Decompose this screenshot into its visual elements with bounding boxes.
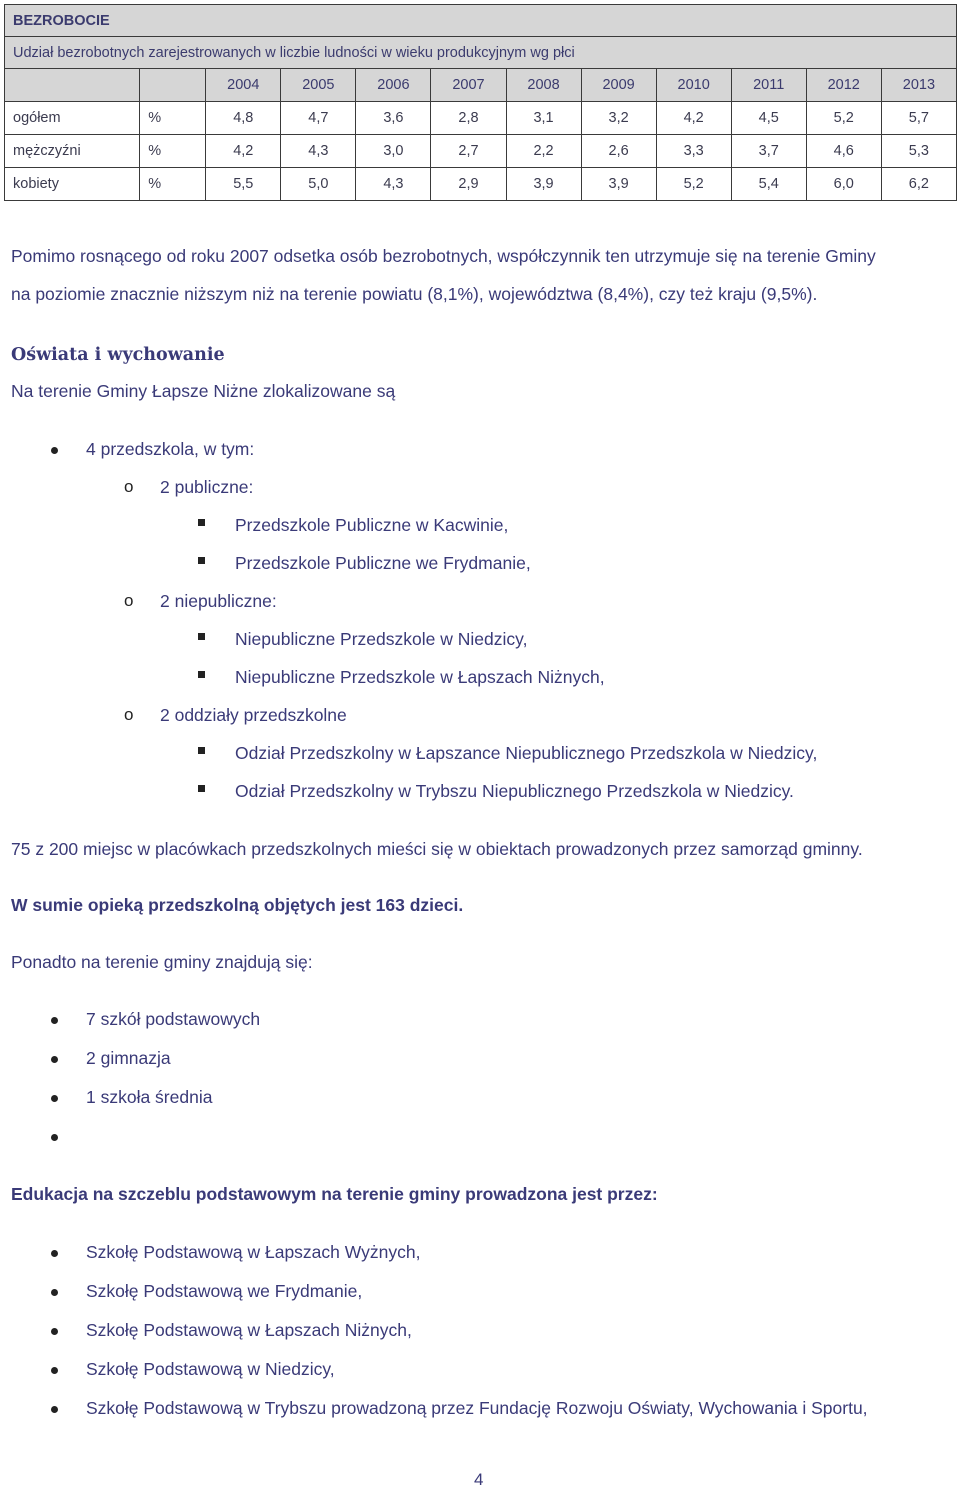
square-bullet-icon xyxy=(198,519,205,526)
bullet-dot-icon xyxy=(51,1367,58,1374)
list-item: Odział Przedszkolny w Łapszance Niepublicznego Przedszkola w Niedzicy, xyxy=(235,743,818,763)
list-item: Odział Przedszkolny w Trybszu Niepublicznego Przedszkola w Niedzicy. xyxy=(235,781,794,801)
table-cell: 5,0 xyxy=(281,168,356,201)
square-bullet-icon xyxy=(198,785,205,792)
header-blank-cell xyxy=(5,69,140,102)
bullet-dot-icon xyxy=(51,447,58,454)
list-item: 2 niepubliczne: xyxy=(160,591,277,611)
list-item: Niepubliczne Przedszkole w Niedzicy, xyxy=(235,629,528,649)
table-cell: 4,2 xyxy=(656,102,731,135)
bullet-dot-icon xyxy=(51,1017,58,1024)
list-item: Szkołę Podstawową w Niedzicy, xyxy=(86,1359,335,1379)
table-cell: 5,5 xyxy=(206,168,281,201)
circle-bullet-icon: o xyxy=(124,705,134,724)
row-label: mężczyźni xyxy=(5,135,140,168)
square-bullet-icon xyxy=(198,671,205,678)
table-cell: 3,6 xyxy=(356,102,431,135)
year-header: 2006 xyxy=(356,69,431,102)
table-cell: 3,3 xyxy=(656,135,731,168)
square-bullet-icon xyxy=(198,747,205,754)
places-sentence: 75 z 200 miejsc w placówkach przedszkolnych mieści się w obiektach prowadzonych przez samorząd gminny. xyxy=(11,839,863,859)
table-cell: 6,2 xyxy=(881,168,956,201)
list-item: Przedszkole Publiczne w Kacwinie, xyxy=(235,515,509,535)
table-cell: 6,0 xyxy=(806,168,881,201)
table-cell: 2,2 xyxy=(506,135,581,168)
table-cell: 5,4 xyxy=(731,168,806,201)
year-header: 2007 xyxy=(431,69,506,102)
list-item: 7 szkół podstawowych xyxy=(86,1009,261,1029)
list-item: 1 szkoła średnia xyxy=(86,1087,213,1107)
table-cell: 5,2 xyxy=(656,168,731,201)
bullet-dot-icon xyxy=(51,1250,58,1257)
year-header: 2013 xyxy=(881,69,956,102)
table-cell: 4,5 xyxy=(731,102,806,135)
square-bullet-icon xyxy=(198,633,205,640)
table-cell: 5,2 xyxy=(806,102,881,135)
intro-text: Na terenie Gminy Łapsze Niżne zlokalizowane są xyxy=(11,381,396,401)
square-bullet-icon xyxy=(198,557,205,564)
paragraph-line: na poziomie znacznie niższym niż na terenie powiatu (8,1%), województwa (8,4%), czy też kraju (9,5%). xyxy=(11,284,818,304)
year-header: 2005 xyxy=(281,69,356,102)
table-header-row xyxy=(5,69,957,102)
bullet-dot-icon xyxy=(51,1289,58,1296)
total-sentence: W sumie opieką przedszkolną objętych jest 163 dzieci. xyxy=(11,895,464,915)
list-item: Szkołę Podstawową w Łapszach Niżnych, xyxy=(86,1320,412,1340)
year-header: 2004 xyxy=(206,69,281,102)
table-cell: 4,8 xyxy=(206,102,281,135)
row-label: ogółem xyxy=(5,102,140,135)
table-cell: 2,6 xyxy=(581,135,656,168)
table-cell: 5,3 xyxy=(881,135,956,168)
paragraph-line: Pomimo rosnącego od roku 2007 odsetka osób bezrobotnych, współczynnik ten utrzymuje się na terenie Gminy xyxy=(11,246,876,266)
table-cell: 4,7 xyxy=(281,102,356,135)
list-item: 2 oddziały przedszkolne xyxy=(160,705,347,725)
table-cell: 3,1 xyxy=(506,102,581,135)
bullet-dot-icon xyxy=(51,1406,58,1413)
row-unit: % xyxy=(140,102,206,135)
table-row xyxy=(5,168,957,201)
list-item: 2 publiczne: xyxy=(160,477,254,497)
table-cell: 3,9 xyxy=(506,168,581,201)
bullet-dot-icon xyxy=(51,1134,58,1141)
table-title: BEZROBOCIE xyxy=(5,5,957,37)
year-header: 2012 xyxy=(806,69,881,102)
bullet-dot-icon xyxy=(51,1095,58,1102)
row-label: kobiety xyxy=(5,168,140,201)
header-blank-cell xyxy=(140,69,206,102)
year-header: 2011 xyxy=(731,69,806,102)
list-item: 2 gimnazja xyxy=(86,1048,171,1068)
table-row xyxy=(5,102,957,135)
bullet-dot-icon xyxy=(51,1328,58,1335)
section-heading: Oświata i wychowanie xyxy=(11,345,225,365)
moreover-text: Ponadto na terenie gminy znajdują się: xyxy=(11,952,313,972)
bullet-dot-icon xyxy=(51,1056,58,1063)
table-cell: 3,0 xyxy=(356,135,431,168)
list-item: Przedszkole Publiczne we Frydmanie, xyxy=(235,553,531,573)
table-cell: 2,9 xyxy=(431,168,506,201)
year-header: 2008 xyxy=(506,69,581,102)
table-cell: 3,9 xyxy=(581,168,656,201)
table-cell: 3,2 xyxy=(581,102,656,135)
table-cell: 4,3 xyxy=(281,135,356,168)
year-header: 2009 xyxy=(581,69,656,102)
list-item: 4 przedszkola, w tym: xyxy=(86,439,255,459)
table-cell: 4,2 xyxy=(206,135,281,168)
list-item: Szkołę Podstawową w Łapszach Wyżnych, xyxy=(86,1242,421,1262)
table-cell: 4,6 xyxy=(806,135,881,168)
year-header: 2010 xyxy=(656,69,731,102)
primary-heading: Edukacja na szczeblu podstawowym na terenie gminy prowadzona jest przez: xyxy=(11,1184,658,1204)
table-cell: 4,3 xyxy=(356,168,431,201)
circle-bullet-icon: o xyxy=(124,477,134,496)
table-cell: 3,7 xyxy=(731,135,806,168)
list-item: Niepubliczne Przedszkole w Łapszach Niżnych, xyxy=(235,667,605,687)
table-row xyxy=(5,135,957,168)
circle-bullet-icon: o xyxy=(124,591,134,610)
list-item: Szkołę Podstawową we Frydmanie, xyxy=(86,1281,363,1301)
table-cell: 2,7 xyxy=(431,135,506,168)
row-unit: % xyxy=(140,135,206,168)
page-number: 4 xyxy=(474,1470,484,1489)
list-item: Szkołę Podstawową w Trybszu prowadzoną przez Fundację Rozwoju Oświaty, Wychowania i Sportu, xyxy=(86,1398,868,1418)
row-unit: % xyxy=(140,168,206,201)
unemployment-table xyxy=(4,4,957,201)
table-subtitle: Udział bezrobotnych zarejestrowanych w liczbie ludności w wieku produkcyjnym wg płci xyxy=(5,37,957,69)
table-cell: 2,8 xyxy=(431,102,506,135)
table-cell: 5,7 xyxy=(881,102,956,135)
